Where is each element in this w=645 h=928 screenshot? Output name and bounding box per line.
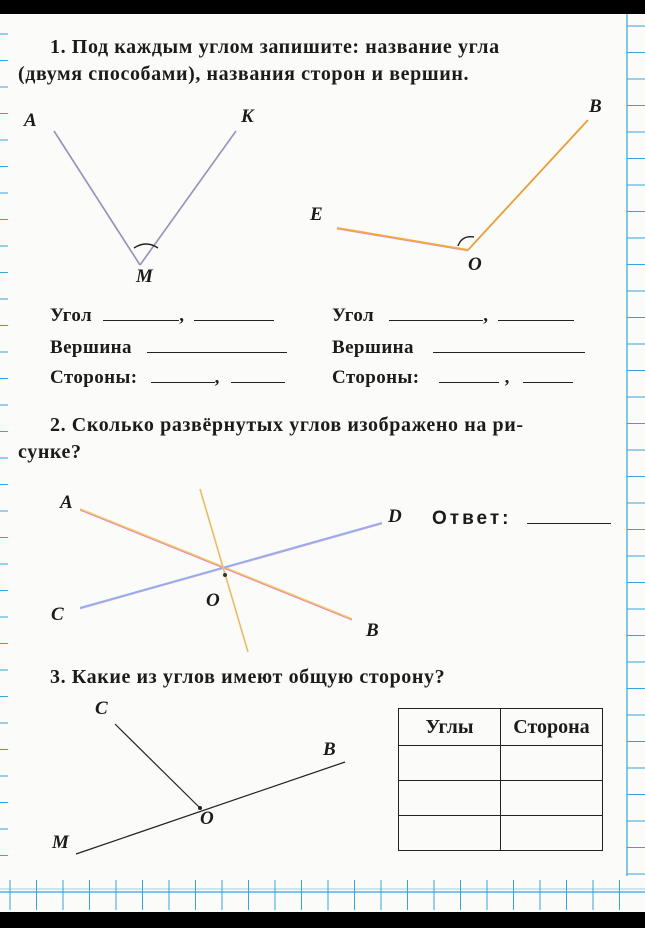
point-O2-label: O (206, 590, 220, 611)
right-sides-blank-2[interactable] (523, 366, 573, 383)
point-A2-label: A (60, 492, 73, 513)
point-B3-label: B (323, 739, 336, 760)
table-row (399, 746, 603, 781)
point-A-label: A (24, 110, 37, 131)
point-B-label: B (589, 96, 602, 117)
task1-line1: 1. Под каждым углом запишите: название угла (50, 36, 500, 58)
left-sides-blank-1[interactable] (151, 366, 215, 383)
table-cell[interactable] (501, 746, 603, 781)
right-angle-comma: , (483, 305, 489, 326)
angle-arc-O (458, 237, 474, 246)
right-sides-comma: , (504, 367, 510, 388)
answer-label: Ответ: (432, 508, 512, 529)
table-cell[interactable] (399, 781, 501, 816)
left-angle-blank-2[interactable] (194, 304, 274, 321)
task1-line2: (двумя способами), названия сторон и вершин. (18, 63, 470, 85)
right-vertex-label: Вершина (332, 337, 414, 358)
left-sides-blank-2[interactable] (231, 366, 285, 383)
task2-line2: сунке? (18, 441, 82, 463)
right-vertex-blank[interactable] (433, 336, 585, 353)
right-sides-row (332, 366, 573, 389)
table-header-row (399, 709, 603, 746)
left-sides-comma: , (214, 367, 220, 388)
left-vertex-row (50, 336, 287, 359)
left-angle-comma: , (179, 305, 185, 326)
point-M-label: M (136, 266, 153, 287)
point-M3-label: M (52, 832, 69, 853)
angles-table (398, 708, 603, 851)
task1-figures (0, 14, 645, 314)
task2-line1: 2. Сколько развёрнутых углов изображено на ри- (50, 414, 524, 436)
point-O3-label: O (200, 808, 214, 829)
table-cell[interactable] (399, 746, 501, 781)
point-C3-label: C (95, 698, 108, 719)
right-angle-blank-2[interactable] (498, 304, 574, 321)
point-K-label: K (241, 106, 254, 127)
left-vertex-label: Вершина (50, 337, 132, 358)
table-cell[interactable] (399, 816, 501, 851)
worksheet-page (0, 14, 645, 912)
task3-line1: 3. Какие из углов имеют общую сторону? (50, 666, 446, 688)
header-angles: Углы (399, 709, 501, 746)
header-side: Сторона (501, 709, 603, 746)
point-B2-label: B (366, 620, 379, 641)
table-cell[interactable] (501, 816, 603, 851)
ray-OE (337, 228, 468, 250)
task2-figure (0, 474, 645, 674)
right-sides-label: Стороны: (332, 367, 420, 388)
right-vertex-row (332, 336, 585, 359)
left-angle-label: Угол (50, 305, 93, 326)
point-O-label: O (468, 254, 482, 275)
point-O-dot (223, 573, 227, 577)
left-angle-row (50, 304, 274, 327)
answer-blank[interactable] (527, 507, 611, 524)
right-angle-label: Угол (332, 305, 375, 326)
point-E-label: E (310, 204, 323, 225)
table-row (399, 781, 603, 816)
answer-row (432, 507, 611, 530)
point-D2-label: D (388, 506, 402, 527)
right-angle-row (332, 304, 574, 327)
right-angle-blank-1[interactable] (389, 304, 483, 321)
ray-OC (115, 724, 200, 808)
right-sides-blank-1[interactable] (439, 366, 499, 383)
left-sides-row (50, 366, 285, 389)
table-row (399, 816, 603, 851)
left-angle-blank-1[interactable] (103, 304, 179, 321)
left-vertex-blank[interactable] (147, 336, 287, 353)
table-cell[interactable] (501, 781, 603, 816)
left-sides-label: Стороны: (50, 367, 138, 388)
point-C2-label: C (51, 604, 64, 625)
